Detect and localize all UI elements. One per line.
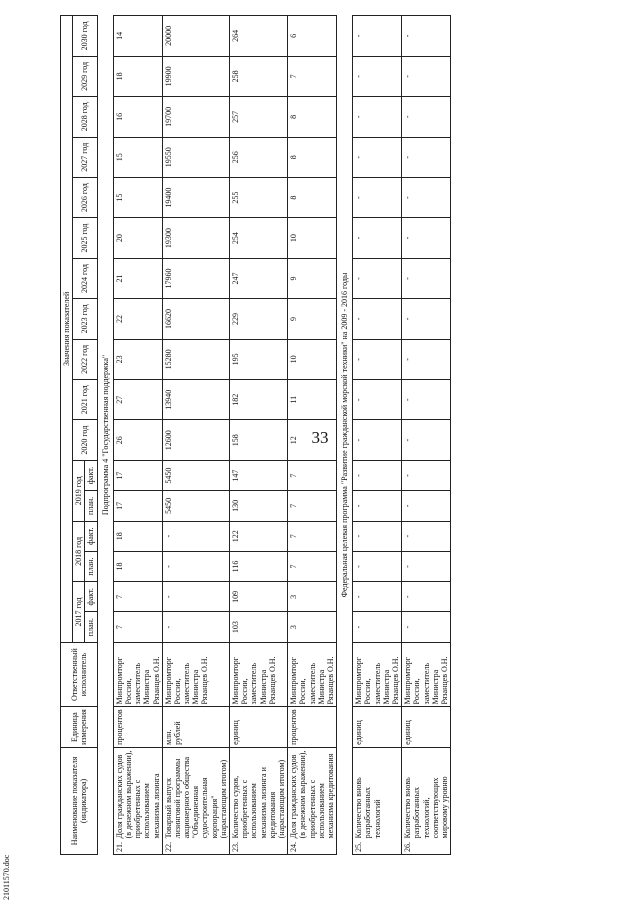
header-year: 2023 год (73, 299, 97, 339)
rotated-table-wrapper (60, 15, 572, 855)
header-fact: факт. (85, 460, 97, 490)
value-cell: 7 (113, 582, 162, 612)
value-cell: - (353, 177, 402, 217)
value-cell: 20 (113, 218, 162, 258)
header-year: 2028 год (73, 97, 97, 137)
header-fact: факт. (85, 582, 97, 612)
indicator-name: Доля гражданских судов (в денежном выражении), приобретенных с использованием механизма кредитования (288, 747, 337, 840)
value-cell: - (353, 339, 402, 379)
value-cell: 22 (113, 299, 162, 339)
table-row (288, 16, 337, 855)
value-cell: - (402, 420, 451, 460)
section-title: Федеральная целевая программа "Развитие гражданской морской техники" на 2009 - 2016 годы (337, 16, 353, 855)
value-cell: 158 (230, 420, 288, 460)
header-year: 2029 год (73, 56, 97, 96)
value-cell: 7 (288, 491, 337, 521)
value-cell: 5450 (162, 491, 229, 521)
value-cell: 103 (230, 612, 288, 642)
value-cell: 8 (288, 177, 337, 217)
value-cell: 19400 (162, 177, 229, 217)
value-cell: 109 (230, 582, 288, 612)
value-cell: 10 (288, 339, 337, 379)
value-cell: - (353, 380, 402, 420)
value-cell: 14 (113, 16, 162, 57)
header-unit: Единица измерения (61, 707, 98, 747)
value-cell: 15 (113, 137, 162, 177)
unit: единиц (353, 707, 402, 747)
value-cell: 195 (230, 339, 288, 379)
value-cell: 12 (288, 420, 337, 460)
responsible-executor: Минпромторг России, заместитель Министра Рязанцев О.Н. (230, 642, 288, 707)
table-body (97, 16, 451, 855)
value-cell: 7 (288, 521, 337, 551)
row-number: 24. (288, 840, 337, 854)
header-year: 2022 год (73, 339, 97, 379)
unit: процентов (288, 707, 337, 747)
value-cell: - (402, 177, 451, 217)
responsible-executor: Минпромторг России, заместитель Министра Рязанцев О.Н. (353, 642, 402, 707)
value-cell: 9 (288, 258, 337, 298)
value-cell: 18 (113, 521, 162, 551)
table-row (353, 16, 402, 855)
header-year: 2024 год (73, 258, 97, 298)
responsible-executor: Минпромторг России, заместитель Министра Рязанцев О.Н. (162, 642, 229, 707)
value-cell: - (402, 218, 451, 258)
value-cell: 17 (113, 460, 162, 490)
value-cell: 18 (113, 551, 162, 581)
header-year: 2030 год (73, 16, 97, 57)
value-cell: 254 (230, 218, 288, 258)
value-cell: 7 (288, 551, 337, 581)
value-cell: - (402, 339, 451, 379)
value-cell: 17 (113, 491, 162, 521)
value-cell: 3 (288, 612, 337, 642)
value-cell: 116 (230, 551, 288, 581)
value-cell: - (353, 491, 402, 521)
document-footer: 21011570.doc (2, 854, 11, 900)
value-cell: 13940 (162, 380, 229, 420)
value-cell: - (402, 299, 451, 339)
value-cell: 147 (230, 460, 288, 490)
value-cell: - (162, 521, 229, 551)
value-cell: 16620 (162, 299, 229, 339)
value-cell: 264 (230, 16, 288, 57)
header-plan: план. (85, 491, 97, 521)
value-cell: 9 (288, 299, 337, 339)
value-cell: - (353, 299, 402, 339)
value-cell: 15280 (162, 339, 229, 379)
value-cell: - (162, 551, 229, 581)
value-cell: 7 (288, 56, 337, 96)
value-cell: 5450 (162, 460, 229, 490)
indicator-name: Количество вновь разработанных технологий, соответствующих мировому уровню (402, 747, 451, 840)
section-title: Подпрограмма 4 "Государственная поддержка" (97, 16, 113, 855)
header-2018: 2018 год (73, 521, 85, 582)
value-cell: 20000 (162, 16, 229, 57)
row-number: 26. (402, 840, 451, 854)
table-row (230, 16, 288, 855)
value-cell: - (353, 218, 402, 258)
header-year: 2026 год (73, 177, 97, 217)
value-cell: - (353, 97, 402, 137)
value-cell: - (402, 491, 451, 521)
value-cell: 12600 (162, 420, 229, 460)
value-cell: - (402, 460, 451, 490)
indicator-name: Товарный выпуск лизинговой программы акционерного общества "Объединенная судостроительная корпорация" (нарастающим итогом) (162, 747, 229, 840)
value-cell: 257 (230, 97, 288, 137)
value-cell: 27 (113, 380, 162, 420)
value-cell: 19550 (162, 137, 229, 177)
header-2017: 2017 год (73, 582, 85, 643)
value-cell: 7 (113, 612, 162, 642)
value-cell: - (353, 420, 402, 460)
value-cell: 256 (230, 137, 288, 177)
value-cell: - (353, 551, 402, 581)
value-cell: 255 (230, 177, 288, 217)
responsible-executor: Минпромторг России, заместитель Министра Рязанцев О.Н. (288, 642, 337, 707)
unit: млн. рублей (162, 707, 229, 747)
value-cell: 18 (113, 56, 162, 96)
row-number: 25. (353, 840, 402, 854)
value-cell: - (162, 582, 229, 612)
value-cell: - (353, 137, 402, 177)
value-cell: 23 (113, 339, 162, 379)
value-cell: - (402, 97, 451, 137)
unit: процентов (113, 707, 162, 747)
value-cell: - (402, 16, 451, 57)
value-cell: - (353, 460, 402, 490)
header-plan: план. (85, 612, 97, 642)
value-cell: 3 (288, 582, 337, 612)
value-cell: 7 (288, 460, 337, 490)
row-number: 22. (162, 840, 229, 854)
value-cell: - (353, 521, 402, 551)
value-cell: - (402, 551, 451, 581)
value-cell: 258 (230, 56, 288, 96)
value-cell: 130 (230, 491, 288, 521)
value-cell: 19900 (162, 56, 229, 96)
indicator-name: Количество вновь разработанных технологий (353, 747, 402, 840)
table-row (162, 16, 229, 855)
responsible-executor: Минпромторг России, заместитель Министра Рязанцев О.Н. (113, 642, 162, 707)
indicators-table (60, 15, 451, 855)
value-cell: - (353, 258, 402, 298)
header-year: 2027 год (73, 137, 97, 177)
value-cell: 6 (288, 16, 337, 57)
header-plan: план. (85, 551, 97, 581)
table-row (113, 16, 162, 855)
header-year: 2020 год (73, 420, 97, 460)
value-cell: 15 (113, 177, 162, 217)
value-cell: 16 (113, 97, 162, 137)
value-cell: - (353, 612, 402, 642)
value-cell: - (353, 582, 402, 612)
value-cell: 229 (230, 299, 288, 339)
row-number: 21. (113, 840, 162, 854)
unit: единиц (230, 707, 288, 747)
value-cell: 122 (230, 521, 288, 551)
value-cell: 21 (113, 258, 162, 298)
value-cell: 8 (288, 137, 337, 177)
header-name: Наименование показателя (индикатора) (61, 747, 98, 854)
value-cell: 19300 (162, 218, 229, 258)
unit: единиц (402, 707, 451, 747)
value-cell: - (353, 16, 402, 57)
value-cell: 17960 (162, 258, 229, 298)
value-cell: 182 (230, 380, 288, 420)
indicator-name: Количество судов, приобретенных с использованием механизма лизинга и кредитования (нарастающим итогом) (230, 747, 288, 840)
header-2019: 2019 год (73, 460, 85, 521)
value-cell: 8 (288, 97, 337, 137)
value-cell: - (402, 380, 451, 420)
indicator-name: Доля гражданских судов (в денежном выражении), приобретенных с использованием механизма лизинга (113, 747, 162, 840)
value-cell: 247 (230, 258, 288, 298)
header-year: 2025 год (73, 218, 97, 258)
value-cell: 11 (288, 380, 337, 420)
responsible-executor: Минпромторг России, заместитель Министра Рязанцев О.Н. (402, 642, 451, 707)
page-number: 33 (311, 428, 329, 447)
value-cell: - (402, 56, 451, 96)
value-cell: - (402, 582, 451, 612)
value-cell: 19700 (162, 97, 229, 137)
value-cell: 10 (288, 218, 337, 258)
value-cell: - (402, 612, 451, 642)
header-year: 2021 год (73, 380, 97, 420)
value-cell: - (402, 258, 451, 298)
header-fact: факт. (85, 521, 97, 551)
row-number: 23. (230, 840, 288, 854)
value-cell: - (402, 521, 451, 551)
header-values: Значения показателей (61, 16, 73, 643)
header-exec: Ответственный исполнитель (61, 642, 98, 707)
value-cell: 26 (113, 420, 162, 460)
value-cell: - (402, 137, 451, 177)
table-row (402, 16, 451, 855)
value-cell: - (353, 56, 402, 96)
value-cell: - (162, 612, 229, 642)
